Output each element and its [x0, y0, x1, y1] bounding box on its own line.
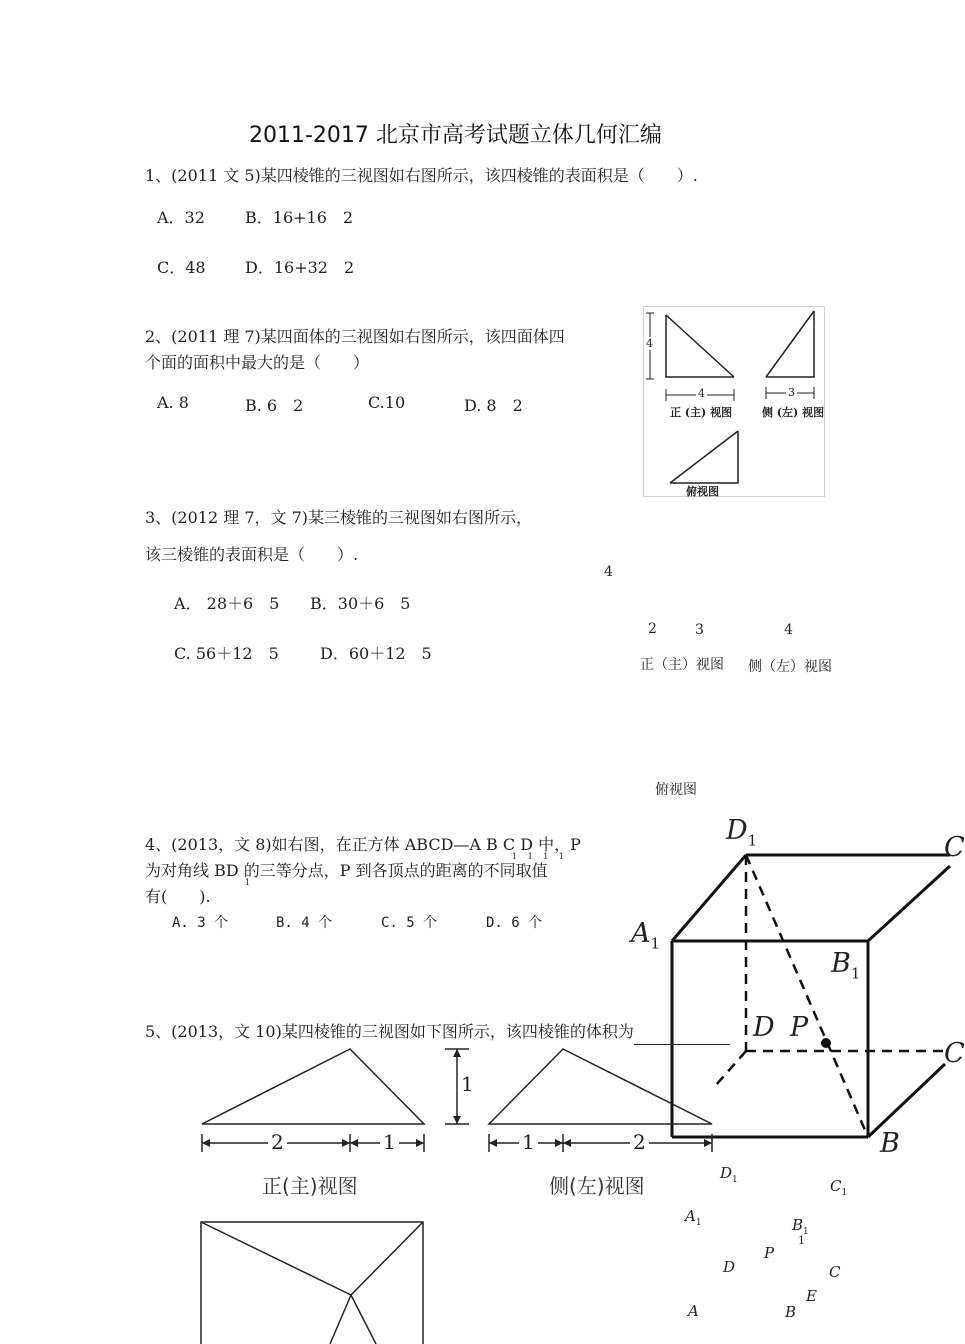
- question-4-line1: 4、(2013，文 8)如右图，在正方体 ABCD—A B C D 中，P: [145, 835, 581, 854]
- question-3-line1: 3、(2012 理 7，文 7)某三棱锥的三视图如右图所示，: [145, 508, 533, 527]
- q4-label-c1-cut: C: [944, 832, 965, 863]
- q4-label-d: D: [753, 1012, 775, 1043]
- page-title: 2011-2017 北京市高考试题立体几何汇编: [249, 123, 662, 148]
- q1-option-b: B．16+16 2: [245, 208, 354, 227]
- q3-option-d: D．60＋12 5: [320, 644, 432, 663]
- q1-option-a: A．32: [157, 208, 205, 227]
- small-label-b: B: [785, 1303, 797, 1321]
- question-1-text: 1、(2011 文 5)某四棱锥的三视图如右图所示，该四棱锥的表面积是（ ）.: [145, 166, 698, 185]
- question-2-line1: 2、(2011 理 7)某四面体的三视图如右图所示，该四面体四: [145, 327, 565, 346]
- q3-fig-front-label: 正（主）视图: [640, 657, 724, 673]
- q1-option-c: C．48: [157, 258, 206, 277]
- question-5-text: 5、(2013，文 10)某四棱锥的三视图如下图所示，该四棱锥的体积为: [145, 1019, 730, 1045]
- question-4-line2: 为对角线 BD 的三等分点，P 到各顶点的距离的不同取值: [145, 861, 548, 880]
- q4-label-p: P: [790, 1012, 809, 1043]
- q3-option-b: B．30＋6 5: [310, 594, 411, 613]
- q1-option-d: D．16+32 2: [245, 258, 355, 277]
- q2-option-a: A. 8: [157, 393, 189, 412]
- q4-label-b1: $B_1$: [831, 948, 861, 983]
- small-label-d1: $D_1$: [720, 1164, 738, 1185]
- q3-fig-side-label: 侧（左）视图: [748, 659, 832, 675]
- q4-subscript: 1: [245, 878, 251, 887]
- q3-fig-number-4b: 4: [784, 622, 793, 638]
- q4-label-b: B: [880, 1128, 900, 1159]
- q3-fig-number-3: 3: [695, 622, 704, 638]
- q5-dim-2-side: 2: [630, 1130, 649, 1154]
- small-label-a: A: [688, 1302, 699, 1320]
- q3-fig-number-4a: 4: [604, 564, 613, 580]
- small-label-c: C: [829, 1263, 841, 1281]
- q3-option-a: A． 28＋6 5: [174, 594, 280, 613]
- small-label-c1: $C_1$: [830, 1177, 848, 1198]
- q5-side-view-label: 侧(左)视图: [549, 1174, 645, 1198]
- question-4-line3: 有( ).: [145, 887, 211, 906]
- q4-subscripts: 1 1 1 1: [512, 852, 568, 861]
- q4-label-d1: $D_1$: [726, 815, 758, 850]
- q2-fig-front-width: 4: [698, 387, 705, 400]
- q2-three-view-figure: [643, 306, 825, 497]
- q4-option-d: D. 6 个: [486, 915, 543, 931]
- q3-fig-top-label: 俯视图: [655, 782, 697, 798]
- q2-figure-drawing: [644, 307, 824, 496]
- small-label-d: D: [723, 1258, 736, 1276]
- small-label-b1: $B_1$: [792, 1216, 809, 1237]
- q5-front-view-label: 正(主)视图: [262, 1174, 358, 1198]
- small-label-b1-extra: 1: [798, 1234, 805, 1247]
- q3-option-c: C. 56＋12 5: [174, 644, 279, 663]
- small-label-e: E: [806, 1287, 817, 1305]
- q4-option-b: B. 4 个: [276, 915, 333, 931]
- q5-dim-1-front: 1: [380, 1130, 399, 1154]
- q5-dim-height: 1: [461, 1072, 474, 1096]
- small-label-a1: $A_1$: [685, 1207, 702, 1228]
- q2-option-c: C.10: [368, 393, 406, 412]
- q2-fig-front-label: 正 (主) 视图: [670, 406, 733, 419]
- q3-fig-number-2: 2: [648, 621, 657, 637]
- q5-dim-1-side: 1: [519, 1130, 538, 1154]
- q2-fig-side-width: 3: [788, 386, 795, 399]
- q2-fig-side-label: 侧 (左) 视图: [762, 406, 825, 419]
- q5-answer-blank[interactable]: [634, 1028, 730, 1045]
- q4-option-c: C. 5 个: [381, 915, 438, 931]
- small-label-p: P: [764, 1244, 775, 1262]
- q2-option-b: B. 6 2: [245, 396, 304, 415]
- question-2-line2: 个面的面积中最大的是（ ）: [145, 353, 370, 372]
- q4-label-c-cut: C: [944, 1038, 965, 1069]
- q2-option-d: D. 8 2: [464, 396, 523, 415]
- q2-fig-top-label: 俯视图: [686, 485, 719, 498]
- q5-dim-2-front: 2: [268, 1130, 287, 1154]
- q4-label-a1: $A_1$: [631, 918, 661, 953]
- q2-fig-height-label: 4: [646, 337, 653, 350]
- q4-option-a: A. 3 个: [172, 915, 229, 931]
- question-3-line2: 该三棱锥的表面积是（ ）.: [145, 545, 359, 564]
